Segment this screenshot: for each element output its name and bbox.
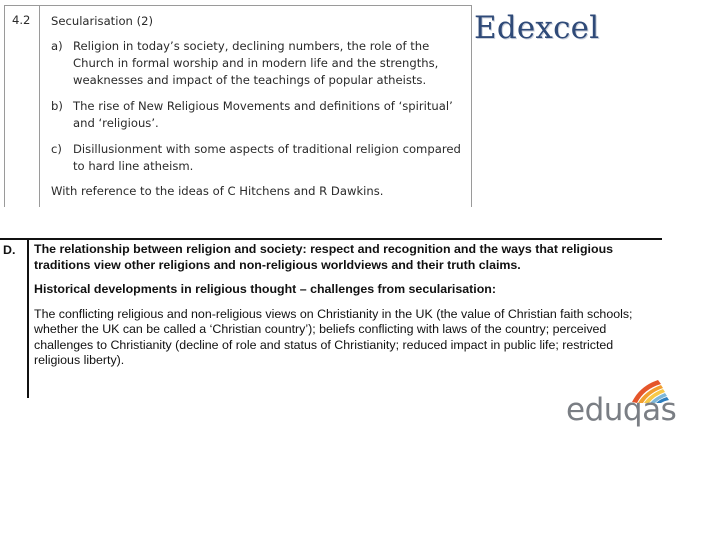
item-letter: b) — [51, 99, 63, 113]
edexcel-logo: Edexcel — [474, 10, 600, 46]
section-number: 4.2 — [12, 13, 31, 27]
item-text: Religion in today’s society, declining numbers, the role of the Church in formal worship and in modern life and the strengths, weaknesses and impact of the teachings of popular atheists. — [73, 39, 439, 87]
section-content-cell — [51, 13, 465, 200]
section-number-cell — [5, 6, 40, 206]
eduqas-logo — [566, 378, 678, 434]
item-text: Disillusionment with some aspects of traditional religion compared to hard line atheism. — [73, 142, 461, 173]
eduqas-logo-text: eduqas — [566, 392, 677, 428]
spec-item-c — [51, 141, 465, 175]
theme-label-cell — [0, 240, 29, 398]
item-letter: a) — [51, 39, 63, 53]
theme-label: D. — [3, 243, 16, 257]
section-title: Secularisation (2) — [51, 14, 153, 28]
table-bottom-edge — [4, 204, 472, 207]
eduqas-spec-table — [0, 238, 662, 398]
spec-item-b — [51, 98, 465, 132]
theme-subheading: Historical developments in religious thought – challenges from secularisation: — [34, 282, 496, 296]
spec-item-a — [51, 38, 465, 89]
column-tick — [39, 204, 40, 207]
reference-note: With reference to the ideas of C Hitchens and R Dawkins. — [51, 184, 384, 198]
item-text: The rise of New Religious Movements and definitions of ‘spiritual’ and ‘religious’. — [73, 99, 453, 130]
theme-content-cell — [34, 242, 656, 378]
edexcel-spec-table — [4, 5, 472, 206]
theme-body: The conflicting religious and non-religious views on Christianity in the UK (the value of Christian faith schools; whether the UK can be called a ‘Christian country’); beliefs conflicting with laws of the country; perceived challenges to Christianity (decline of role and status of Christianity; reduced impact in public life; restricted religious liberty). — [34, 306, 633, 367]
item-letter: c) — [51, 142, 62, 156]
theme-heading: The relationship between religion and society: respect and recognition and the ways that religious traditions view other religions and non-religious worldviews and their truth claims. — [34, 242, 614, 272]
